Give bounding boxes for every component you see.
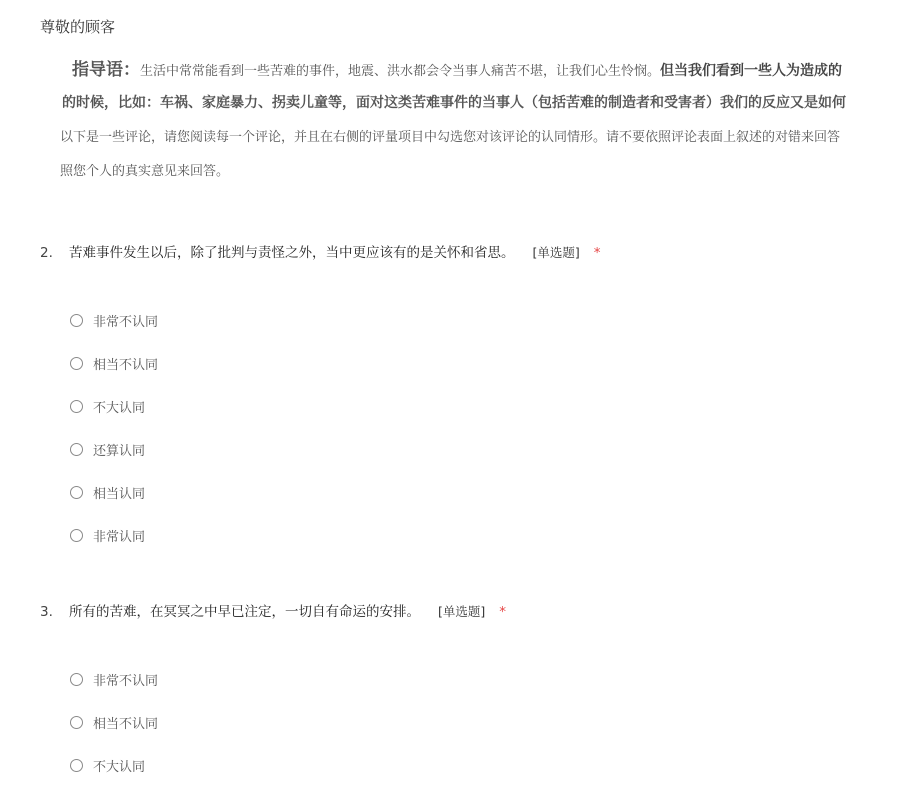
question-type-badge: [单选题] [532, 245, 580, 260]
option-label[interactable]: 相当认同 [93, 486, 146, 502]
radio-icon[interactable] [70, 529, 83, 542]
radio-icon[interactable] [70, 400, 83, 413]
question-2-option-5[interactable] [70, 483, 145, 501]
question-number: 2. [40, 245, 53, 261]
radio-icon[interactable] [70, 357, 83, 370]
option-label[interactable]: 还算认同 [93, 443, 146, 459]
instructions-line-1-bold: 但当我们看到一些人为造成的 [660, 63, 843, 79]
question-3-title [40, 600, 506, 620]
question-text: 苦难事件发生以后，除了批判与责怪之外，当中更应该有的是关怀和省思。 [69, 245, 515, 261]
question-2-title [40, 241, 601, 261]
required-marker: * [499, 604, 507, 620]
radio-icon[interactable] [70, 716, 83, 729]
question-3-option-1[interactable] [70, 670, 158, 688]
radio-icon[interactable] [70, 673, 83, 686]
question-2-option-6[interactable] [70, 526, 145, 544]
option-label[interactable]: 相当不认同 [93, 357, 159, 373]
option-label[interactable]: 非常认同 [93, 529, 146, 545]
question-3-option-3[interactable] [70, 756, 145, 774]
question-text: 所有的苦难，在冥冥之中早已注定，一切自有命运的安排。 [69, 604, 420, 620]
option-label[interactable]: 相当不认同 [93, 716, 159, 732]
option-label[interactable]: 不大认同 [93, 400, 146, 416]
radio-icon[interactable] [70, 486, 83, 499]
instructions-line-1-text: 生活中常常能看到一些苦难的事件，地震、洪水都会令当事人痛苦不堪，让我们心生怜悯。 [140, 64, 661, 79]
question-type-badge: [单选题] [438, 604, 486, 619]
option-label[interactable]: 不大认同 [93, 759, 146, 775]
question-2-option-2[interactable] [70, 354, 158, 372]
instructions-line-2: 的时候，比如：车祸、家庭暴力、拐卖儿童等，面对这类苦难事件的当事人（包括苦难的制造者和受害者）我们的反应又是如何 [62, 95, 846, 111]
option-label[interactable]: 非常不认同 [93, 314, 159, 330]
instructions-label: 指导语： [72, 60, 140, 80]
question-2-option-1[interactable] [70, 311, 158, 329]
instructions-line-3: 以下是一些评论，请您阅读每一个评论，并且在右侧的评量项目中勾选您对该评论的认同情形。请不要依照评论表面上叙述的对错来回答 [60, 130, 841, 145]
question-2-option-3[interactable] [70, 397, 145, 415]
question-3-option-2[interactable] [70, 713, 158, 731]
required-marker: * [593, 245, 601, 261]
radio-icon[interactable] [70, 314, 83, 327]
option-label[interactable]: 非常不认同 [93, 673, 159, 689]
question-2-option-4[interactable] [70, 440, 145, 458]
instructions-line-4: 照您个人的真实意见来回答。 [60, 164, 230, 179]
instructions-line-1 [72, 55, 842, 80]
radio-icon[interactable] [70, 443, 83, 456]
page-greeting: 尊敬的顾客 [40, 18, 116, 36]
question-number: 3. [40, 604, 53, 620]
instructions-block [0, 0, 900, 200]
radio-icon[interactable] [70, 759, 83, 772]
